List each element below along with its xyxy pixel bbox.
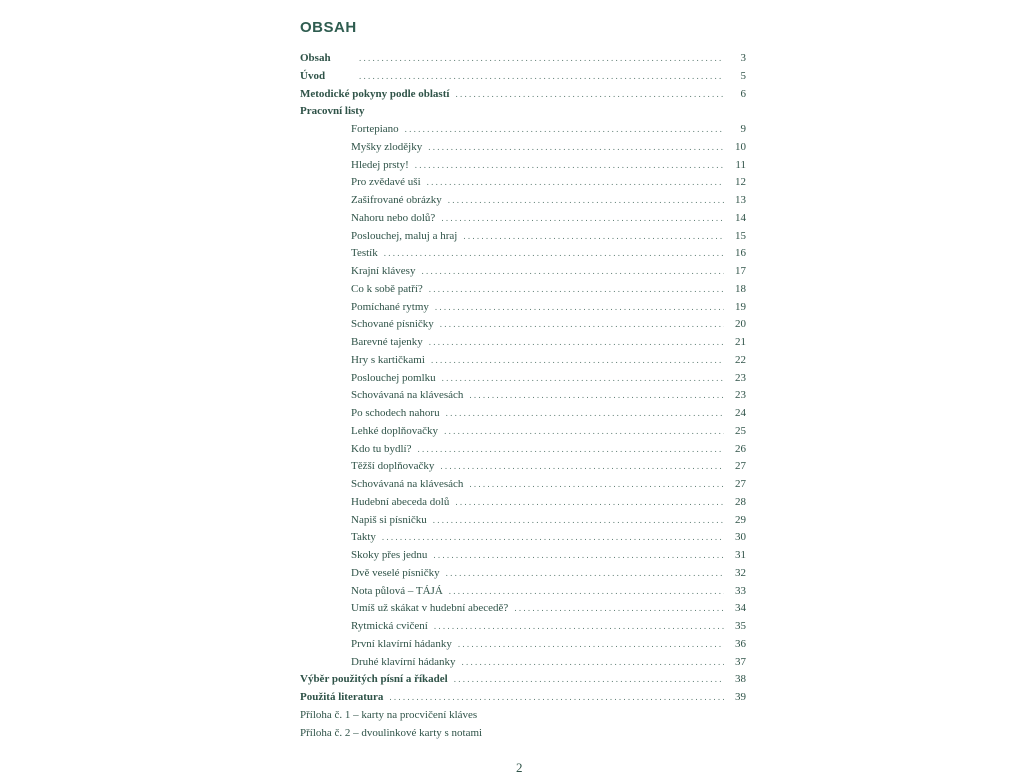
dot-leader xyxy=(359,68,724,86)
toc-page-number: 6 xyxy=(740,87,746,100)
toc-page-number: 14 xyxy=(735,211,746,224)
toc-entry xyxy=(300,476,746,494)
toc-page-number: 13 xyxy=(735,194,746,206)
toc-page-number: 12 xyxy=(735,176,746,189)
toc-page-number: 11 xyxy=(735,158,746,171)
toc-entry xyxy=(300,405,746,423)
dot-leader xyxy=(429,281,724,299)
toc-page-number: 36 xyxy=(735,637,746,650)
toc-page-number: 22 xyxy=(735,353,746,366)
toc-label: Použitá literatura xyxy=(300,691,384,703)
toc-page-number: 16 xyxy=(735,247,746,260)
dot-leader xyxy=(446,565,724,583)
toc-page-number: 23 xyxy=(735,389,746,402)
toc-label: Pro zvědavé uši xyxy=(351,176,421,189)
toc-entry xyxy=(300,600,746,618)
toc-entry xyxy=(300,636,746,654)
toc-label: Schovávaná na klávesách xyxy=(351,478,464,490)
toc-entry xyxy=(300,121,746,139)
toc-page-number: 25 xyxy=(735,424,746,437)
dot-leader xyxy=(428,139,724,157)
toc-label: Obsah xyxy=(300,52,331,64)
toc-page-number: 38 xyxy=(735,673,746,686)
toc-label: Napiš si písničku xyxy=(351,513,427,526)
dot-leader xyxy=(455,86,724,104)
dot-leader xyxy=(449,583,724,601)
dot-leader xyxy=(389,689,724,707)
dot-leader xyxy=(440,316,724,334)
toc-entry xyxy=(300,245,746,263)
dot-leader xyxy=(421,263,724,281)
toc-page-number: 15 xyxy=(735,229,746,242)
toc-page-number: 24 xyxy=(735,407,746,419)
dot-leader xyxy=(469,387,724,405)
dot-leader xyxy=(455,494,724,512)
toc-label: Metodické pokyny podle oblastí xyxy=(300,87,450,100)
toc-label: Testík xyxy=(351,247,378,260)
toc-label: Hry s kartičkami xyxy=(351,353,425,366)
toc-label: Poslouchej, maluj a hraj xyxy=(351,229,458,242)
toc-label: Nota půlová – TÁJÁ xyxy=(351,584,443,597)
toc-label: Co k sobě patří? xyxy=(351,282,423,295)
toc-entry-uvod xyxy=(300,68,746,86)
dot-leader xyxy=(448,192,724,210)
toc-label: Těžší doplňovačky xyxy=(351,460,435,473)
toc-entry xyxy=(300,370,746,388)
toc-entry xyxy=(300,299,746,317)
toc-entry xyxy=(300,512,746,530)
dot-leader xyxy=(405,121,724,139)
dot-leader xyxy=(359,50,724,68)
toc-page-number: 31 xyxy=(735,549,746,561)
dot-leader xyxy=(454,671,724,689)
toc-label: Barevné tajenky xyxy=(351,336,423,348)
dot-leader xyxy=(440,458,724,476)
toc-page-number: 3 xyxy=(740,52,746,64)
toc-page-number: 9 xyxy=(740,123,746,135)
toc-label: Výběr použitých písní a říkadel xyxy=(300,673,448,686)
toc-entry-obsah xyxy=(300,50,746,68)
toc-entry xyxy=(300,458,746,476)
toc-label: Fortepiano xyxy=(351,123,399,135)
dot-leader xyxy=(418,441,725,459)
dot-leader xyxy=(442,370,724,388)
toc-entry-metodicke-pokyny xyxy=(300,86,746,104)
dot-leader xyxy=(433,547,724,565)
toc-label: Po schodech nahoru xyxy=(351,407,440,419)
toc-entry xyxy=(300,157,746,175)
dot-leader xyxy=(444,423,724,441)
toc-entry xyxy=(300,529,746,547)
toc-page-number: 26 xyxy=(735,442,746,455)
toc-entry xyxy=(300,352,746,370)
toc-entry xyxy=(300,583,746,601)
toc-page-number: 37 xyxy=(735,655,746,668)
toc-label: Takty xyxy=(351,531,376,544)
toc-entry xyxy=(300,423,746,441)
toc-label: Schovávaná na klávesách xyxy=(351,389,464,402)
toc-label: Krajní klávesy xyxy=(351,265,416,277)
toc-label: Umíš už skákat v hudební abecedě? xyxy=(351,602,509,615)
toc-label: Rytmická cvičení xyxy=(351,620,428,632)
toc-entry xyxy=(300,618,746,636)
toc-label: Druhé klavírní hádanky xyxy=(351,655,456,668)
toc-label: Pomíchané rytmy xyxy=(351,300,429,313)
toc-label: Úvod xyxy=(300,69,326,82)
dot-leader xyxy=(514,600,724,618)
toc-entry xyxy=(300,192,746,210)
toc-appendix-1 xyxy=(300,707,746,725)
toc-label: Hledej prsty! xyxy=(351,158,409,171)
toc-entry xyxy=(300,565,746,583)
toc-label: Lehké doplňovačky xyxy=(351,424,439,437)
toc-page-number: 20 xyxy=(735,318,746,331)
toc-page-number: 28 xyxy=(735,495,746,508)
dot-leader xyxy=(433,512,724,530)
page-title: OBSAH xyxy=(300,19,357,36)
dot-leader xyxy=(469,476,724,494)
toc-page-number: 33 xyxy=(735,584,746,597)
toc-entry xyxy=(300,547,746,565)
toc-entry-pouzita-literatura xyxy=(300,689,746,707)
toc-label: Hudební abeceda dolů xyxy=(351,495,450,508)
toc-page-number: 27 xyxy=(735,478,746,490)
dot-leader xyxy=(441,210,724,228)
toc-page-number: 21 xyxy=(735,336,746,348)
dot-leader xyxy=(463,228,724,246)
dot-leader xyxy=(429,334,724,352)
toc-label: Skoky přes jednu xyxy=(351,549,428,561)
table-of-contents xyxy=(300,50,746,742)
page-number: 2 xyxy=(516,760,523,775)
dot-leader xyxy=(384,245,724,263)
toc-label: Pracovní listy xyxy=(300,105,365,118)
toc-page-number: 17 xyxy=(735,265,746,277)
toc-label: Zašifrované obrázky xyxy=(351,194,442,206)
toc-label: Příloha č. 2 – dvoulinkové karty s notami xyxy=(300,726,483,739)
toc-label: Kdo tu bydlí? xyxy=(351,442,412,455)
toc-page-number: 18 xyxy=(735,282,746,295)
toc-entry-vyber-pisni xyxy=(300,671,746,689)
toc-page-number: 19 xyxy=(735,300,746,313)
toc-section-pracovni-listy xyxy=(300,103,746,121)
toc-label: Myšky zlodějky xyxy=(351,140,423,153)
toc-page-number: 29 xyxy=(735,513,746,526)
toc-label: Schované písničky xyxy=(351,318,434,331)
dot-leader xyxy=(427,174,724,192)
toc-entry xyxy=(300,139,746,157)
toc-entry xyxy=(300,334,746,352)
dot-leader xyxy=(461,654,724,672)
toc-page-number: 10 xyxy=(735,140,746,153)
toc-entry xyxy=(300,228,746,246)
dot-leader xyxy=(458,636,724,654)
toc-entry xyxy=(300,281,746,299)
toc-entry xyxy=(300,494,746,512)
dot-leader xyxy=(446,405,724,423)
toc-appendix-2 xyxy=(300,725,746,743)
dot-leader xyxy=(415,157,724,175)
toc-label: První klavírní hádanky xyxy=(351,637,452,650)
toc-entry xyxy=(300,316,746,334)
toc-entry xyxy=(300,263,746,281)
toc-page-number: 5 xyxy=(740,69,746,82)
toc-entry xyxy=(300,174,746,192)
toc-entry xyxy=(300,210,746,228)
toc-page-number: 27 xyxy=(735,460,746,473)
dot-leader xyxy=(382,529,724,547)
toc-page-number: 35 xyxy=(735,620,746,632)
toc-entry xyxy=(300,654,746,672)
toc-label: Příloha č. 1 – karty na procvičení kláves xyxy=(300,708,478,721)
toc-label: Poslouchej pomlku xyxy=(351,371,436,384)
toc-entry xyxy=(300,387,746,405)
dot-leader xyxy=(435,299,724,317)
toc-entry xyxy=(300,441,746,459)
toc-label: Dvě veselé písničky xyxy=(351,566,440,579)
toc-page-number: 34 xyxy=(735,602,746,615)
dot-leader xyxy=(434,618,724,636)
toc-label: Nahoru nebo dolů? xyxy=(351,211,436,224)
toc-page-number: 39 xyxy=(735,691,746,703)
dot-leader xyxy=(431,352,724,370)
toc-page-number: 32 xyxy=(735,566,746,579)
toc-page-number: 23 xyxy=(735,371,746,384)
toc-page-number: 30 xyxy=(735,531,746,544)
